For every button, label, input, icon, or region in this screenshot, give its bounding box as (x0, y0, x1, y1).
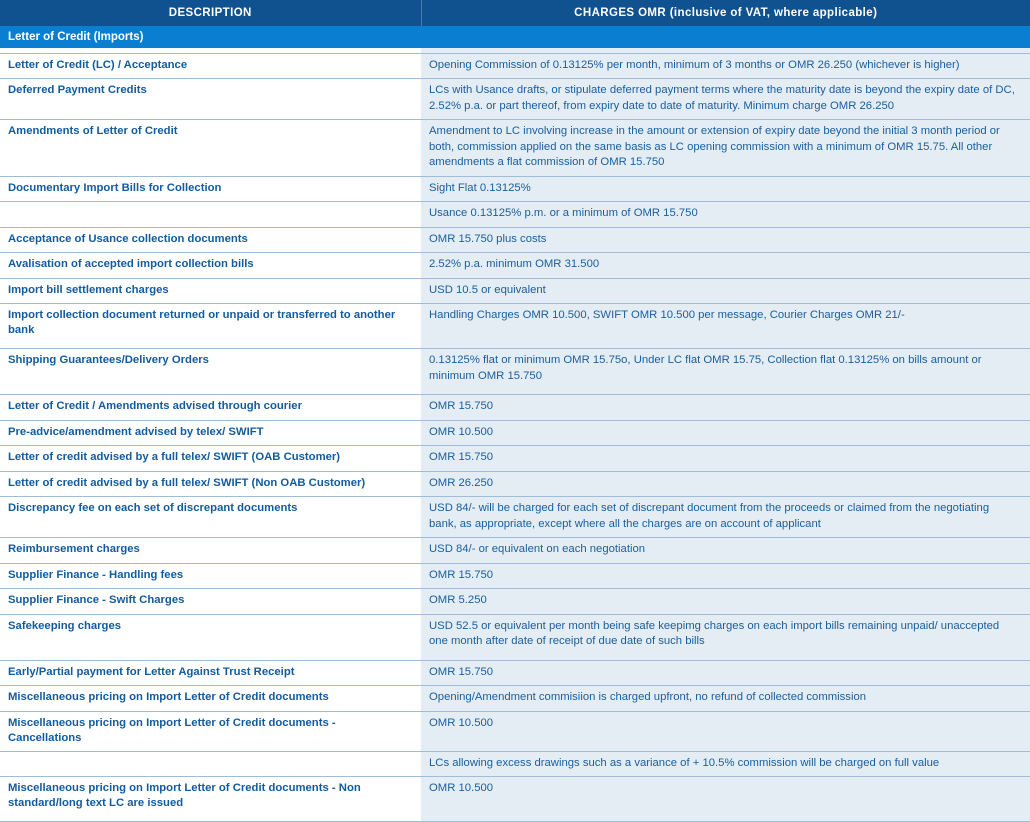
table-header (0, 0, 1030, 26)
table-row (0, 349, 1030, 395)
cell-description: Letter of Credit / Amendments advised through courier (0, 395, 421, 421)
cell-charges: Handling Charges OMR 10.500, SWIFT OMR 10.500 per message, Courier Charges OMR 21/- (421, 304, 1030, 349)
cell-description: Acceptance of Usance collection documents (0, 227, 421, 253)
cell-charges: LCs with Usance drafts, or stipulate deferred payment terms where the maturity date is beyond the expiry date of DC, 2.52% p.a. or part thereof, from expiry date to date of maturity. Minimum charge OMR 26.250 (421, 79, 1030, 120)
cell-description: Documentary Import Bills for Collection (0, 176, 421, 202)
table-row (0, 253, 1030, 279)
table-row (0, 53, 1030, 79)
cell-charges: OMR 10.500 (421, 420, 1030, 446)
cell-charges: OMR 26.250 (421, 471, 1030, 497)
cell-description (0, 751, 421, 777)
cell-description: Deferred Payment Credits (0, 79, 421, 120)
cell-charges: Amendment to LC involving increase in the amount or extension of expiry date beyond the initial 3 month period or both, commission applied on the same basis as LC opening commission with a minimum of OMR 15.75. All other amendments a flat commission of OMR 15.750 (421, 120, 1030, 177)
table-row (0, 395, 1030, 421)
table-row (0, 304, 1030, 349)
cell-description: Early/Partial payment for Letter Against Trust Receipt (0, 660, 421, 686)
table-row (0, 278, 1030, 304)
cell-description: Supplier Finance - Handling fees (0, 563, 421, 589)
cell-description: Letter of credit advised by a full telex/ SWIFT (OAB Customer) (0, 446, 421, 472)
table-row (0, 120, 1030, 177)
cell-charges: 0.13125% flat or minimum OMR 15.75o, Under LC flat OMR 15.75, Collection flat 0.13125% on bills amount or minimum OMR 15.750 (421, 349, 1030, 395)
cell-charges: OMR 10.500 (421, 711, 1030, 751)
cell-description: Discrepancy fee on each set of discrepant documents (0, 497, 421, 538)
section-header-row (0, 26, 1030, 48)
table-row (0, 446, 1030, 472)
table-body (0, 26, 1030, 822)
table-row (0, 686, 1030, 712)
cell-charges: Usance 0.13125% p.m. or a minimum of OMR 15.750 (421, 202, 1030, 228)
cell-charges: OMR 10.500 (421, 777, 1030, 822)
table-row (0, 589, 1030, 615)
cell-description: Amendments of Letter of Credit (0, 120, 421, 177)
column-header-description: DESCRIPTION (0, 0, 421, 26)
cell-description: Reimbursement charges (0, 538, 421, 564)
cell-charges: OMR 15.750 (421, 660, 1030, 686)
table-row (0, 751, 1030, 777)
table-row (0, 563, 1030, 589)
table-row (0, 202, 1030, 228)
table-row (0, 227, 1030, 253)
section-title: Letter of Credit (Imports) (0, 26, 1030, 48)
cell-charges: USD 52.5 or equivalent per month being safe keepimg charges on each import bills remaining unpaid/ unaccepted one month after date of receipt of due date of such bills (421, 614, 1030, 660)
cell-charges: Opening Commission of 0.13125% per month, minimum of 3 months or OMR 26.250 (whichever is higher) (421, 53, 1030, 79)
cell-description: Letter of credit advised by a full telex/ SWIFT (Non OAB Customer) (0, 471, 421, 497)
table-row (0, 420, 1030, 446)
table-row (0, 614, 1030, 660)
cell-description: Import collection document returned or unpaid or transferred to another bank (0, 304, 421, 349)
cell-description: Pre-advice/amendment advised by telex/ SWIFT (0, 420, 421, 446)
table-row (0, 497, 1030, 538)
cell-charges: USD 84/- or equivalent on each negotiation (421, 538, 1030, 564)
cell-description: Shipping Guarantees/Delivery Orders (0, 349, 421, 395)
cell-description (0, 202, 421, 228)
cell-description: Letter of Credit (LC) / Acceptance (0, 53, 421, 79)
cell-description: Import bill settlement charges (0, 278, 421, 304)
cell-charges: OMR 15.750 plus costs (421, 227, 1030, 253)
cell-description: Avalisation of accepted import collection bills (0, 253, 421, 279)
column-header-charges: CHARGES OMR (inclusive of VAT, where applicable) (421, 0, 1030, 26)
cell-charges: Opening/Amendment commisiion is charged upfront, no refund of collected commission (421, 686, 1030, 712)
table-row (0, 660, 1030, 686)
cell-charges: USD 10.5 or equivalent (421, 278, 1030, 304)
table-row (0, 711, 1030, 751)
cell-charges: LCs allowing excess drawings such as a variance of + 10.5% commission will be charged on full value (421, 751, 1030, 777)
cell-charges: 2.52% p.a. minimum OMR 31.500 (421, 253, 1030, 279)
table-row (0, 471, 1030, 497)
cell-description: Supplier Finance - Swift Charges (0, 589, 421, 615)
cell-charges: OMR 5.250 (421, 589, 1030, 615)
cell-description: Miscellaneous pricing on Import Letter of Credit documents - Non standard/long text LC are issued (0, 777, 421, 822)
cell-description: Safekeeping charges (0, 614, 421, 660)
cell-charges: OMR 15.750 (421, 395, 1030, 421)
cell-charges: OMR 15.750 (421, 446, 1030, 472)
cell-charges: USD 84/- will be charged for each set of discrepant document from the proceeds or claimed from the negotiating bank, as appropriate, except where all the charges are on account of applicant (421, 497, 1030, 538)
table-row (0, 538, 1030, 564)
cell-description: Miscellaneous pricing on Import Letter of Credit documents - Cancellations (0, 711, 421, 751)
table-row (0, 79, 1030, 120)
cell-charges: OMR 15.750 (421, 563, 1030, 589)
table-row (0, 176, 1030, 202)
cell-description: Miscellaneous pricing on Import Letter of Credit documents (0, 686, 421, 712)
cell-charges: Sight Flat 0.13125% (421, 176, 1030, 202)
table-row (0, 777, 1030, 822)
header-row (0, 0, 1030, 26)
